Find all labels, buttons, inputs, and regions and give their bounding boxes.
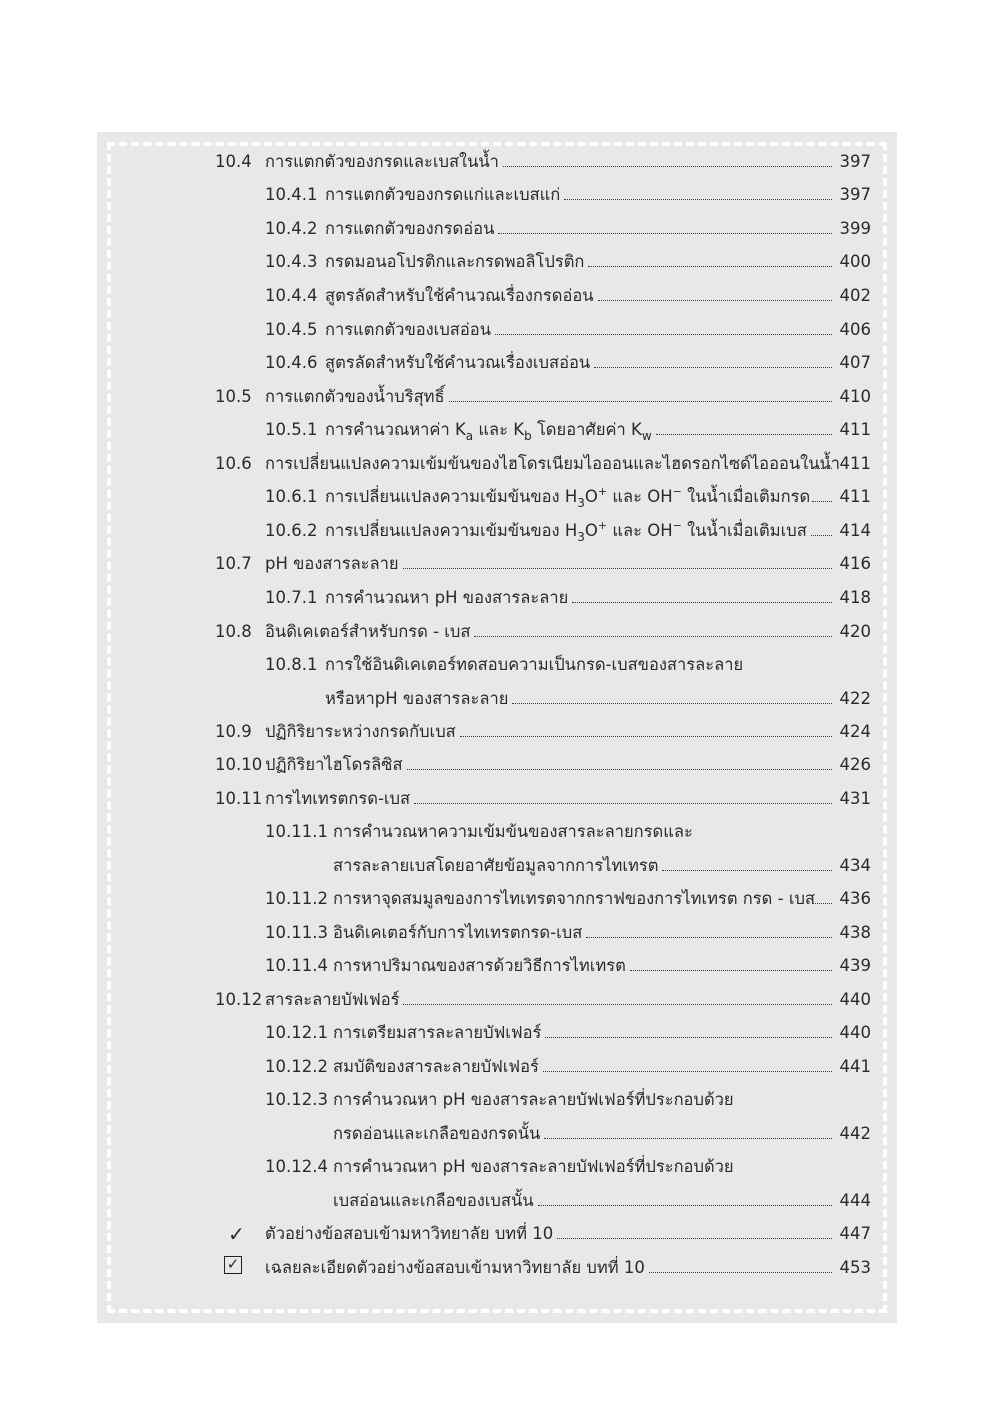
section-title: การคำนวณหา pH ของสารละลายบัฟเฟอร์ที่ประกอบด้วย (333, 1090, 734, 1109)
section-number: 10.7 (215, 554, 252, 573)
toc-entry[interactable] (0, 650, 992, 680)
subscript: 3 (577, 530, 585, 544)
title-text: การเปลี่ยนแปลงความเข้มข้นของ H (325, 487, 578, 506)
page-number: 397 (839, 185, 871, 204)
section-title (325, 415, 652, 446)
page-number: 397 (839, 152, 871, 171)
page-number: 444 (839, 1191, 871, 1210)
page-number: 411 (839, 420, 871, 439)
toc-entry[interactable] (0, 985, 992, 1015)
page-number: 440 (839, 990, 871, 1009)
section-title: ปฏิกิริยาไฮโดรลิซิส (265, 755, 403, 774)
title-text: และ K (473, 420, 525, 439)
page-number: 407 (839, 353, 871, 372)
superscript: + (597, 519, 608, 532)
section-title: การแตกตัวของเบสอ่อน (325, 320, 491, 339)
section-title: การแตกตัวของกรดแก่และเบสแก่ (325, 185, 561, 204)
section-number: 10.12.3 (265, 1090, 328, 1109)
section-title-line2: หรือหาpH ของสารละลาย (325, 689, 509, 708)
dot-leader (414, 803, 832, 804)
page-number: 411 (839, 487, 871, 506)
section-title: อินดิเคเตอร์กับการไทเทรตกรด-เบส (333, 923, 583, 942)
dot-leader (630, 970, 832, 971)
dot-leader (543, 1071, 832, 1072)
section-number: 10.12.4 (265, 1157, 328, 1176)
section-title-line2: สารละลายเบสโดยอาศัยข้อมูลจากการไทเทรต (333, 856, 659, 875)
section-title: การใช้อินดิเคเตอร์ทดสอบความเป็นกรด-เบสของสารละลาย (325, 655, 744, 674)
dot-leader (545, 1037, 832, 1038)
toc-entry[interactable] (0, 784, 992, 814)
page-number: 439 (839, 956, 871, 975)
page-number: 438 (839, 923, 871, 942)
section-title-line2: กรดอ่อนและเกลือของกรดนั้น (333, 1124, 541, 1143)
section-number: 10.6.2 (265, 521, 318, 540)
section-title: สมบัติของสารละลายบัฟเฟอร์ (333, 1057, 539, 1076)
title-text: การเปลี่ยนแปลงความเข้มข้นของ H (325, 521, 578, 540)
section-number: 10.11 (215, 789, 263, 808)
section-number: 10.5.1 (265, 420, 318, 439)
dot-leader (557, 1238, 832, 1239)
dot-leader (495, 334, 832, 335)
page-number: 399 (839, 219, 871, 238)
section-title: การแตกตัวของกรดและเบสในน้ำ (265, 152, 499, 171)
toc-entry[interactable] (0, 315, 992, 345)
section-title: การเปลี่ยนแปลงความเข้มข้นของไฮโดรเนียมไอออนและไฮดรอกไซด์ไอออนในน้ำ (265, 454, 841, 473)
toc-entry[interactable] (0, 717, 992, 747)
toc-entry[interactable] (0, 1085, 992, 1115)
section-title: ปฏิกิริยาระหว่างกรดกับเบส (265, 722, 456, 741)
toc-entry[interactable] (0, 180, 992, 210)
toc-entry[interactable] (0, 516, 992, 546)
section-title-line2: เบสอ่อนและเกลือของเบสนั้น (333, 1191, 534, 1210)
toc-entry[interactable] (0, 449, 992, 479)
title-text: ในน้ำเมื่อเติมกรด (681, 487, 811, 506)
section-number: 10.9 (215, 722, 252, 741)
toc-entry[interactable] (0, 147, 992, 177)
section-number: 10.12 (215, 990, 263, 1009)
toc-entry[interactable] (0, 281, 992, 311)
toc-entry[interactable] (0, 247, 992, 277)
section-title: การหาจุดสมมูลของการไทเทรตจากกราฟของการไทเทรต กรด - เบส (333, 889, 816, 908)
section-title: เฉลยละเอียดตัวอย่างข้อสอบเข้ามหาวิทยาลัย บทที่ 10 (265, 1258, 645, 1277)
dot-leader (588, 266, 832, 267)
toc-entry-exam[interactable] (0, 1253, 992, 1283)
title-text: O (584, 521, 598, 540)
dot-leader (498, 233, 832, 234)
section-number: 10.4.5 (265, 320, 318, 339)
toc-entry[interactable] (0, 382, 992, 412)
page-number: 436 (839, 889, 871, 908)
toc-entry-continuation[interactable] (0, 684, 992, 714)
page-number: 434 (839, 856, 871, 875)
section-number: 10.11.4 (265, 956, 328, 975)
section-number: 10.12.1 (265, 1023, 328, 1042)
toc-entry[interactable] (0, 348, 992, 378)
section-title: การคำนวณหา pH ของสารละลาย (325, 588, 569, 607)
section-title: อินดิเคเตอร์สำหรับกรด - เบส (265, 622, 471, 641)
checked-box-icon: ✓ (224, 1256, 242, 1274)
section-number: 10.6 (215, 454, 252, 473)
toc-entry[interactable] (0, 1152, 992, 1182)
section-title: การคำนวณหา pH ของสารละลายบัฟเฟอร์ที่ประกอบด้วย (333, 1157, 734, 1176)
section-number: 10.4.4 (265, 286, 318, 305)
title-text: ในน้ำเมื่อเติมเบส (681, 521, 807, 540)
page-number: 424 (839, 722, 871, 741)
page-number: 416 (839, 554, 871, 573)
toc-entry[interactable] (0, 1052, 992, 1082)
page-number: 406 (839, 320, 871, 339)
page-number: 414 (839, 521, 871, 540)
page-number: 410 (839, 387, 871, 406)
dot-leader (656, 434, 832, 435)
page-number: 411 (839, 454, 871, 473)
dot-leader (598, 300, 832, 301)
title-text: และ OH (607, 487, 673, 506)
section-number: 10.6.1 (265, 487, 318, 506)
page-number: 447 (839, 1224, 871, 1243)
section-title (325, 516, 807, 548)
section-number: 10.4.2 (265, 219, 318, 238)
dot-leader (460, 736, 832, 737)
section-title: ตัวอย่างข้อสอบเข้ามหาวิทยาลัย บทที่ 10 (265, 1224, 554, 1243)
toc-entry[interactable] (0, 617, 992, 647)
superscript: − (672, 485, 682, 498)
subscript: 3 (577, 496, 585, 510)
toc-entry[interactable] (0, 583, 992, 613)
dot-leader (449, 401, 832, 402)
section-number: 10.4.6 (265, 353, 318, 372)
page-number: 426 (839, 755, 871, 774)
dot-leader (403, 568, 832, 569)
section-number: 10.4.3 (265, 252, 318, 271)
toc-entry[interactable] (0, 214, 992, 244)
toc-entry[interactable] (0, 1018, 992, 1048)
superscript: + (597, 485, 608, 498)
section-number: 10.8 (215, 622, 252, 641)
title-text: และ OH (607, 521, 673, 540)
toc-entry-exam[interactable] (0, 1219, 992, 1249)
checkmark-icon: ✓ (228, 1222, 245, 1246)
dot-leader (538, 1205, 832, 1206)
toc-entry[interactable] (0, 549, 992, 579)
toc-entry-continuation[interactable] (0, 1186, 992, 1216)
section-number: 10.11.1 (265, 822, 328, 841)
title-text: โดยอาศัยค่า K (531, 420, 642, 439)
page-number: 422 (839, 689, 871, 708)
dot-leader (594, 367, 832, 368)
title-text: O (584, 487, 598, 506)
section-title: กรดมอนอโปรติกและกรดพอลิโปรติก (325, 252, 585, 271)
section-number: 10.12.2 (265, 1057, 328, 1076)
section-title: สารละลายบัฟเฟอร์ (265, 990, 400, 1009)
section-title: การแตกตัวของน้ำบริสุทธิ์ (265, 387, 445, 406)
page-number: 453 (839, 1258, 871, 1277)
toc-entry-continuation[interactable] (0, 1119, 992, 1149)
section-number: 10.5 (215, 387, 252, 406)
toc-entry[interactable] (0, 482, 992, 512)
toc-entry[interactable] (0, 750, 992, 780)
dot-leader (564, 199, 832, 200)
toc-entry[interactable] (0, 415, 992, 445)
dot-leader (407, 769, 832, 770)
toc-entry[interactable] (0, 918, 992, 948)
page-number: 442 (839, 1124, 871, 1143)
section-title: สูตรลัดสำหรับใช้คำนวณเรื่องกรดอ่อน (325, 286, 594, 305)
section-title: สูตรลัดสำหรับใช้คำนวณเรื่องเบสอ่อน (325, 353, 591, 372)
page-number: 420 (839, 622, 871, 641)
dot-leader (503, 166, 832, 167)
dot-leader (586, 937, 832, 938)
section-title: การเตรียมสารละลายบัฟเฟอร์ (333, 1023, 542, 1042)
dot-leader (649, 1272, 832, 1273)
title-text: การคำนวณหาค่า K (325, 420, 466, 439)
section-title: การคำนวณหาความเข้มข้นของสารละลายกรดและ (333, 822, 693, 841)
toc-entry[interactable] (0, 817, 992, 847)
section-number: 10.8.1 (265, 655, 318, 674)
section-number: 10.7.1 (265, 588, 318, 607)
section-title: การไทเทรตกรด-เบส (265, 789, 411, 808)
section-number: 10.4 (215, 152, 252, 171)
dot-leader (572, 602, 832, 603)
section-number: 10.10 (215, 755, 263, 774)
page-number: 441 (839, 1057, 871, 1076)
subscript: b (524, 429, 532, 443)
page-number: 400 (839, 252, 871, 271)
section-number: 10.11.2 (265, 889, 328, 908)
section-title: การแตกตัวของกรดอ่อน (325, 219, 495, 238)
dot-leader (512, 703, 832, 704)
section-title: pH ของสารละลาย (265, 554, 399, 573)
section-number: 10.4.1 (265, 185, 318, 204)
dot-leader (474, 636, 832, 637)
subscript: a (465, 429, 474, 443)
toc-entry[interactable] (0, 884, 992, 914)
page-number: 440 (839, 1023, 871, 1042)
dot-leader (662, 870, 832, 871)
toc-entry[interactable] (0, 951, 992, 981)
dot-leader (403, 1004, 832, 1005)
section-title: การหาปริมาณของสารด้วยวิธีการไทเทรต (333, 956, 626, 975)
superscript: − (672, 519, 682, 532)
section-title (325, 482, 810, 514)
section-number: 10.11.3 (265, 923, 328, 942)
page-number: 402 (839, 286, 871, 305)
page-number: 431 (839, 789, 871, 808)
dot-leader (544, 1138, 832, 1139)
subscript: w (641, 429, 652, 443)
toc-entry-continuation[interactable] (0, 851, 992, 881)
page-number: 418 (839, 588, 871, 607)
